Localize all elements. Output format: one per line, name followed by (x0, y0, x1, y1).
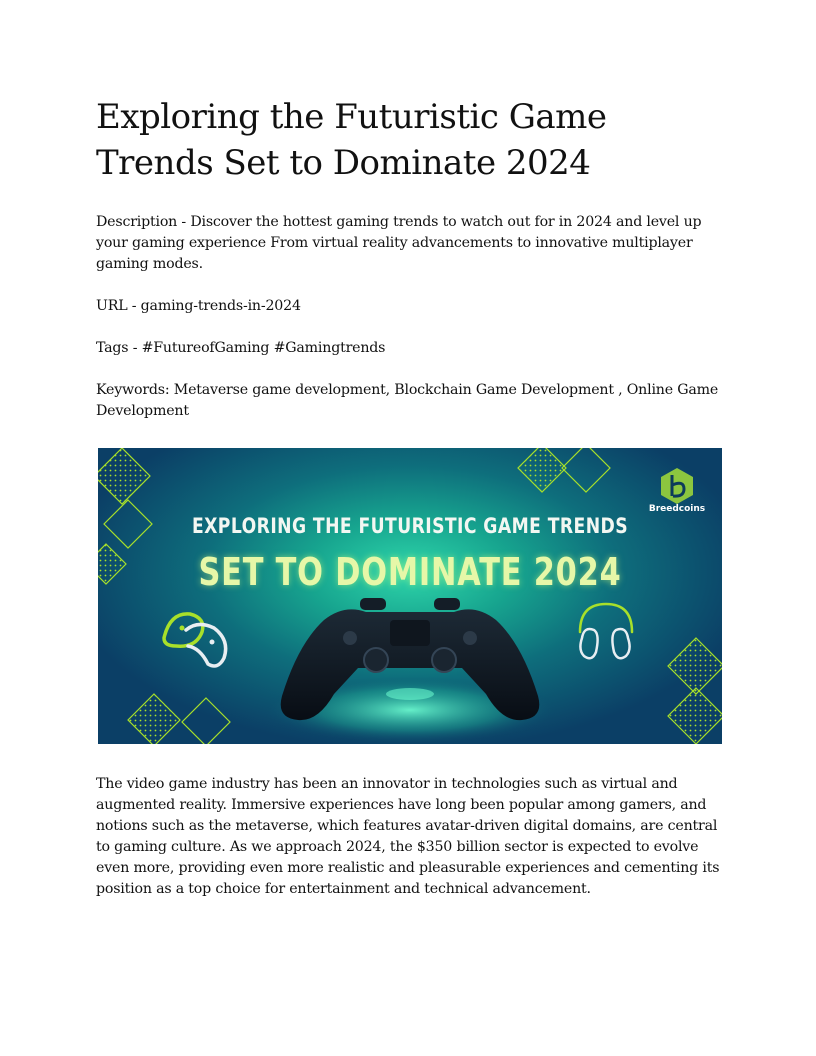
banner-artwork (98, 448, 722, 744)
banner-image (98, 448, 722, 744)
diamond-pattern-icon (668, 638, 722, 744)
controller-outline-icon (164, 614, 226, 666)
page-title: Exploring the Futuristic Game Trends Set to Dominate 2024 (96, 97, 607, 183)
description-text: Description - Discover the hottest gaming trends to watch out for in 2024 and level up your gaming experience From virtual reality advancements to innovative multiplayer gaming modes. (96, 214, 702, 272)
banner-headline-top: EXPLORING THE FUTURISTIC GAME TRENDS (191, 514, 629, 538)
banner-headline-main: SET TO DOMINATE 2024 (198, 550, 622, 594)
document-page (96, 94, 724, 914)
url-text: URL - gaming-trends-in-2024 (96, 298, 301, 314)
tags-text: Tags - #FutureofGaming #Gamingtrends (96, 340, 386, 356)
diamond-pattern-icon (128, 694, 230, 744)
keywords-text: Keywords: Metaverse game development, Blockchain Game Development , Online Game Development (96, 382, 719, 419)
brand-name: Breedcoins (648, 504, 706, 514)
diamond-pattern-icon (518, 448, 610, 492)
diamond-pattern-icon (98, 448, 152, 584)
headset-outline-icon (580, 604, 632, 658)
body-paragraph: The video game industry has been an innovator in technologies such as virtual and augmented reality. Immersive experiences have long been popular among gamers, and notions such as the metaverse, which features avatar-driven digital domains, are central to gaming culture. As we approach 2024, the $350 billion sector is expected to evolve even more, providing even more realistic and pleasurable experiences and cementing its position as a top choice for entertainment and technical advancement. (96, 776, 720, 897)
breedcoins-logo-icon (661, 468, 693, 504)
